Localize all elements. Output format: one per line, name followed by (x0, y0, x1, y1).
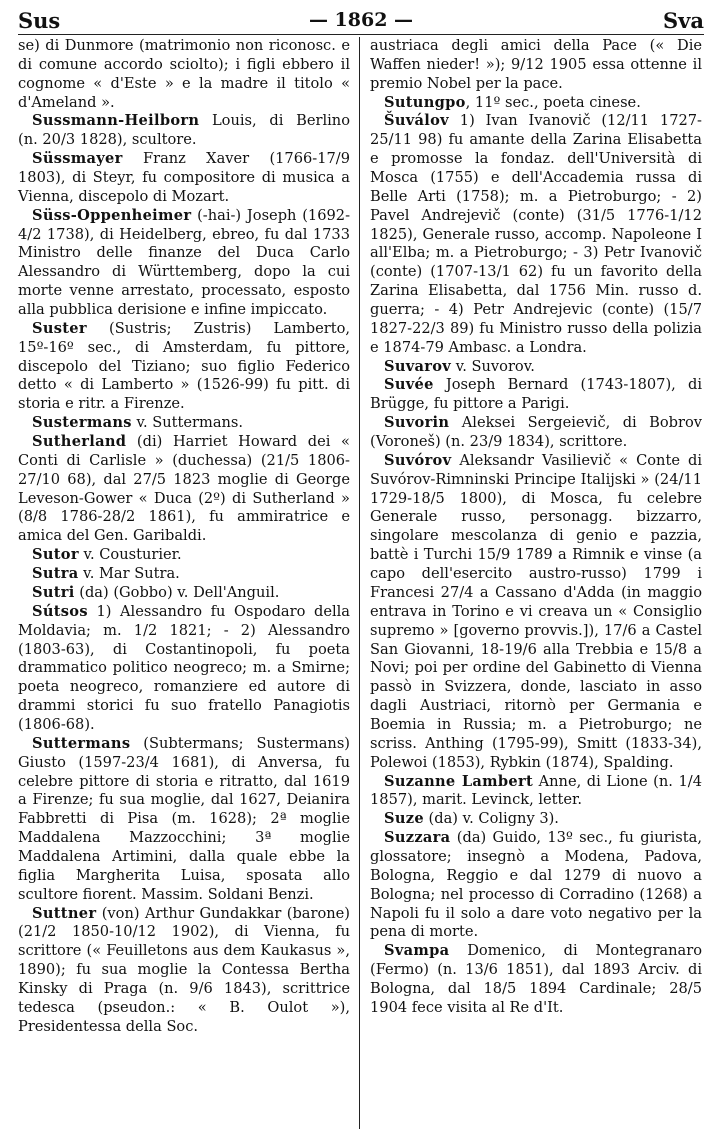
dictionary-entry (18, 37, 350, 112)
dictionary-entry (18, 414, 350, 433)
entry-headword: Sutra (32, 565, 79, 583)
entry-headword: Sutri (32, 583, 75, 601)
entry-text: 1) Ivan Ivanovič (12/11 1727-25/11 98) fu amante della Zarina Elisabetta e promosse la fondaz. dell'Università di Mosca (1755) e dell'Accademia russa di Belle Arti (1758); m. a Pietroburgo; - 2) Pavel Andrejevič (conte) (31/5 1776-1/12 1825), Generale russo, accomp. Napoleone I all'Elba; m. a Pietroburgo; - 3) Petr Ivanovič (conte) (1707-13/1 62) fu un favorito della Zarina Elisabetta, dal 1756 Min. russo d. guerra; - 4) Petr Andrejevic (conte) (15/7 1827-22/3 89) fu Ministro russo della polizia e 1874-79 Ambasc. a Londra. (370, 112, 702, 356)
entry-headword: Sustermans (32, 414, 132, 432)
dictionary-entry (370, 810, 702, 829)
entry-text: se) di Dunmore (matrimonio non riconosc. e di comune accordo sciolto); i figli ebbero il cognome « d'Este » e la madre il titolo « d'Ameland ». (18, 37, 350, 111)
entry-text: (da) (Gobbo) v. Dell'Anguil. (74, 583, 280, 601)
dictionary-entry (18, 584, 350, 603)
dictionary-entry (18, 320, 350, 414)
entry-headword: Suttner (32, 904, 97, 922)
dictionary-entry (18, 565, 350, 584)
entry-headword: Suzzara (384, 829, 451, 847)
entry-headword: Suzanne Lambert (384, 772, 534, 790)
entry-text: , 11º sec., poeta cinese. (465, 93, 641, 111)
entry-text: austriaca degli amici della Pace (« Die Waffen nieder! »); 9/12 1905 essa ottenne il premio Nobel per la pace. (370, 37, 702, 92)
entry-text: Aleksei Sergeievič, di Bobrov (Voroneš) (n. 23/9 1834), scrittore. (370, 414, 702, 451)
dictionary-entry (370, 773, 702, 811)
column-divider (359, 37, 360, 1129)
entry-text: Louis, di Berlino (n. 20/3 1828), scultore. (18, 112, 350, 149)
entry-text: v. Suvorov. (451, 357, 535, 375)
entry-text: Anne, di Lione (n. 1/4 1857), marit. Levinck, letter. (370, 772, 702, 809)
entry-headword: Suvórov (384, 451, 452, 469)
entry-text: Joseph Bernard (1743-1807), di Brügge, fu pittore a Parigi. (370, 376, 702, 413)
entry-text: Domenico, di Montegranaro (Fermo) (n. 13/6 1851), dal 1893 Arciv. di Bologna, dal 18/5 1894 Cardinale; 28/5 1904 fece visita al Re d'It. (370, 942, 702, 1016)
dictionary-entry (370, 942, 702, 1017)
entry-headword: Šuválov (384, 112, 449, 130)
entry-text: (da) Guido, 13º sec., fu giurista, glossatore; insegnò a Modena, Padova, Bologna, Reggio e dal 1279 di nuovo a Bologna; nel processo di Corradino (1268) a Napoli fu il solo a dare voto negativo per la pena di morte. (370, 829, 702, 941)
entry-text: v. Suttermans. (131, 414, 244, 432)
dictionary-entry (370, 112, 702, 357)
entry-headword: Suttermans (32, 734, 131, 752)
entry-text: (-hai-) Joseph (1692-4/2 1738), di Heidelberg, ebreo, fu dal 1733 Ministro delle finanze del Duca Carlo Alessandro di Württemberg, dopo la cui morte venne arrestato, processato, esposto alla pubblica derisione e infine impiccato. (18, 206, 350, 319)
entry-text: (Sustris; Zustris) Lamberto, 15º-16º sec., di Amsterdam, fu pittore, discepolo del Tiziano; suo figlio Federico detto « di Lamberto » (1526-99) fu pitt. di storia e ritr. a Firenze. (18, 319, 350, 413)
entry-headword: Süss-Oppenheimer (32, 206, 192, 224)
entry-text: Aleksandr Vasilievič « Conte di Suvórov-Rimninski Principe Italijski » (24/11 1729-18/5 1800), di Mosca, fu celebre Generale russo, personagg. bizzarro, singolare mescolanza di genio e pazzia, battè i Turchi 15/9 1789 a Rimnik e vinse (a capo dell'esercito austro-russo) 1799 i Francesi 27/4 a Cassano d'Adda (in maggio entrava in Torino e vi creava un « Consiglio supremo » [governo provvis.]), 17/6 a Castel San Giovanni, 18-19/6 alla Trebbia e 15/8 a Novi; poi per ordine del Gabinetto di Vienna passò in Svizzera, donde, lasciato in asso dagli Austriaci, ritornò per Germania e Boemia in Russia; m. a Pietroburgo; ne scriss. Anthing (1795-99), Smitt (1833-34), Polewoi (1853), Rybkin (1874), Spalding. (370, 451, 702, 771)
entry-text: (da) v. Coligny 3). (423, 810, 559, 828)
entry-text: (Subtermans; Sustermans) Giusto (1597-23/4 1681), di Anversa, fu celebre pittore di storia e ritratto, dal 1619 a Firenze; fu sua moglie, dal 1627, Deianira Fabbretti di Pisa (m. 1628); 2ª moglie Maddalena Mazzocchini; 3ª moglie Maddalena Artimini, dalla quale ebbe la figlia Margherita Luisa, sposata allo scultore fiorent. Massim. Soldani Benzi. (18, 734, 350, 903)
entry-text: v. Cousturier. (78, 546, 182, 564)
header-left-guideword: Sus (18, 8, 61, 33)
dictionary-entry (18, 546, 350, 565)
page-header (18, 6, 704, 35)
dictionary-entry (18, 433, 350, 546)
dictionary-entry (18, 603, 350, 735)
right-column (370, 37, 702, 1018)
dictionary-entry (370, 37, 702, 94)
entry-headword: Sútsos (32, 602, 88, 620)
dictionary-entry (18, 150, 350, 207)
dictionary-entry (370, 414, 702, 452)
entry-headword: Sutherland (32, 433, 127, 451)
left-column (18, 37, 350, 1037)
entry-headword: Sutor (32, 546, 79, 564)
dictionary-entry (18, 905, 350, 1037)
entry-headword: Sussmann-Heilborn (32, 112, 200, 130)
entry-headword: Suvée (384, 376, 434, 394)
entry-headword: Suze (384, 810, 424, 828)
entry-headword: Suvarov (384, 357, 452, 375)
dictionary-entry (370, 452, 702, 773)
entry-text: (von) Arthur Gundakkar (barone) (21/2 1850-10/12 1902), di Vienna, fu scrittore (« Feuilletons aus dem Kaukasus », 1890); fu sua moglie la Contessa Bertha Kinsky di Praga (n. 9/6 1843), scrittrice tedesca (pseudon.: « B. Oulot »), Presidentessa della Soc. (18, 904, 350, 1035)
dictionary-entry (370, 376, 702, 414)
header-right-guideword: Sva (663, 8, 704, 33)
entry-headword: Süssmayer (32, 150, 123, 168)
dictionary-entry (18, 735, 350, 905)
dictionary-entry (370, 358, 702, 377)
dictionary-entry (370, 94, 702, 113)
dictionary-entry (18, 207, 350, 320)
entry-text: Franz Xaver (1766-17/9 1803), di Steyr, fu compositore di musica a Vienna, discepolo di Mozart. (18, 150, 350, 205)
dictionary-entry (18, 112, 350, 150)
entry-headword: Svampa (384, 942, 450, 960)
page-number: — 1862 — (308, 9, 414, 31)
entry-headword: Suvorin (384, 414, 450, 432)
entry-text: v. Mar Sutra. (78, 565, 180, 583)
entry-headword: Suster (32, 319, 87, 337)
entry-headword: Sutungpo (384, 93, 466, 111)
entry-text: (di) Harriet Howard dei « Conti di Carlisle » (duchessa) (21/5 1806-27/10 68), dal 27/5 1823 moglie di George Leveson-Gower « Duca (2º) di Sutherland » (8/8 1786-28/2 1861), fu ammiratrice e amica del Gen. Garibaldi. (18, 433, 350, 545)
entry-text: 1) Alessandro fu Ospodaro della Moldavia; m. 1/2 1821; - 2) Alessandro (1803-63), di Costantinopoli, fu poeta drammatico politico neogreco; m. a Smirne; poeta neogreco, romanziere ed autore di drammi storici fu suo fratello Panagiotis (1806-68). (18, 602, 350, 733)
dictionary-entry (370, 829, 702, 942)
